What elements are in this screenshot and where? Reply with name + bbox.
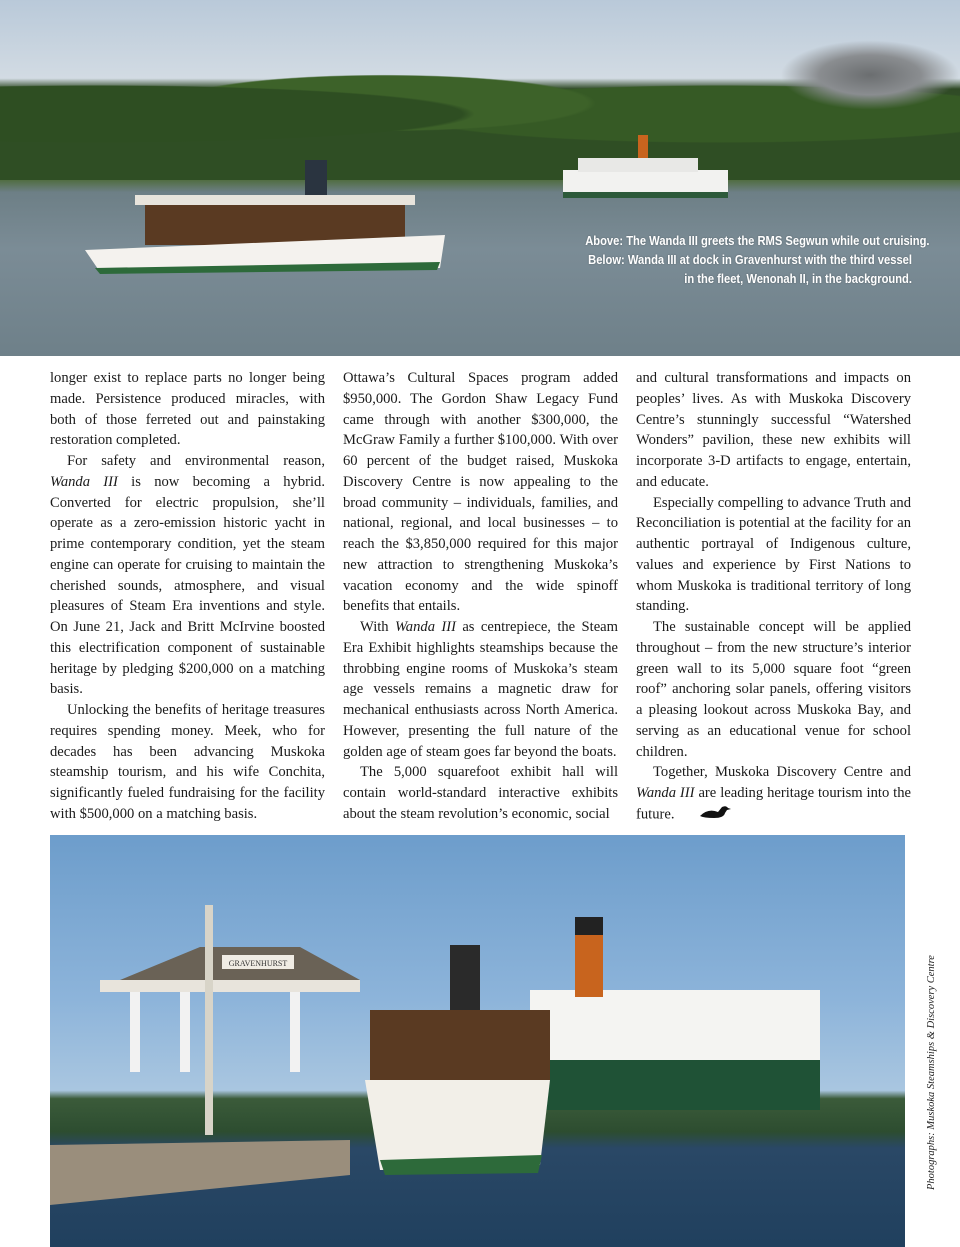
text-run: Together, Muskoka Discovery Centre and: [653, 764, 911, 781]
article-paragraph: [50, 700, 325, 825]
photo-caption: [585, 231, 930, 288]
loon-icon: [681, 804, 732, 827]
article-paragraph: [50, 368, 325, 451]
top-photo: [0, 0, 960, 356]
text-run: Especially compelling to advance Truth and Reconciliation is potential at the facility for an authentic portrayal of Indigenous culture, values and experience by First Nations to whom Muskoka is traditional territory of long standing.: [636, 494, 911, 615]
text-run: Ottawa’s Cultural Spaces program added $950,000. The Gordon Shaw Legacy Fund came through with another $300,000, the McGraw Family a further $100,000. With over 60 percent of the budget raised, Muskoka Discovery Centre is now appealing to the broad community – individuals, families, and national, regional, and local businesses – to reach the $3,850,000 required for this major new attraction to strengthening Muskoka’s vacation economy and the wide spinoff benefits that entails.: [343, 370, 618, 615]
dock-scene: [50, 835, 905, 1247]
segwun-steamship: [558, 130, 733, 205]
text-run: The sustainable concept will be applied throughout – from the new structure’s interior green wall to its 5,000 square foot “green roof” anchoring solar panels, offering visitors a pleasing lookout across Muskoka Bay, and serving as an educational venue for school children.: [636, 619, 911, 760]
text-run: The 5,000 squarefoot exhibit hall will contain world-standard interactive exhibits about the steam revolution’s economic, social: [343, 764, 618, 822]
caption-line: Below: Wanda III at dock in Gravenhurst with the third vessel: [588, 252, 912, 267]
vessel-name: Wanda III: [636, 785, 695, 801]
article-paragraph: [636, 368, 911, 493]
article-paragraph: [636, 762, 911, 826]
text-run: are leading heritage tourism into the future.: [636, 785, 911, 823]
article-paragraph: [50, 451, 325, 700]
text-run: as centrepiece, the Steam Era Exhibit highlights steamships because the throbbing engine rooms of Muskoka’s steam age vessels remains a magnetic draw for mechanical enthusiasts across North America. However, presenting the full nature of the golden age of steam goes far beyond the boats.: [343, 619, 619, 760]
text-run: For safety and environmental reason,: [67, 453, 325, 469]
article-column-2: [343, 368, 618, 825]
steam-smoke: [780, 40, 960, 110]
text-run: is now becoming a hybrid. Converted for electric propulsion, she’ll operate as a zero-emission historic yacht in prime contemporary condition, yet the steam engine can operate for cruising to maintain the cherished sounds, atmosphere, and visual pleasures of Steam Era inventions and style. On June 21, Jack and Britt McIrvine boosted this electrification component of sustainable heritage by pledging $200,000 on a matching basis.: [50, 473, 326, 698]
text-run: Unlocking the benefits of heritage treasures requires spending money. Meek, who for decades has been advancing Muskoka steamship tourism, and his wife Conchita, significantly fueled fundraising for the facility with $500,000 on a matching basis.: [50, 702, 325, 822]
text-run: and cultural transformations and impacts on peoples’ lives. As with Muskoka Discovery Centre’s stunningly successful “Watershed Wonders” pavilion, these new exhibits will incorporate 3-D artifacts to engage, entertain, and educate.: [636, 370, 911, 490]
vessel-name: Wanda III: [50, 473, 118, 490]
article-paragraph: [636, 617, 911, 762]
vessel-name: Wanda III: [394, 619, 456, 635]
article-column-1: [50, 368, 325, 825]
wanda-iii-yacht: [85, 160, 450, 275]
text-run: longer exist to replace parts no longer being made. Persistence produced miracles, with both of those ferreted out and painstaking restoration completed.: [50, 370, 325, 449]
article-column-3: [636, 368, 911, 827]
caption-line: Above: The Wanda III greets the RMS Segwun while out cruising.: [585, 233, 930, 248]
caption-line: in the fleet, Wenonah II, in the background.: [684, 271, 912, 286]
article-paragraph: [343, 762, 618, 824]
article-paragraph: [343, 368, 618, 617]
gravenhurst-sign: GRAVENHURST: [228, 959, 288, 968]
photo-credit: Photographs: Muskoka Steamships & Discovery Centre: [926, 955, 937, 1190]
article-paragraph: [343, 617, 618, 762]
text-run: With: [360, 619, 395, 635]
article-paragraph: [636, 493, 911, 618]
bottom-photo: [50, 835, 905, 1247]
